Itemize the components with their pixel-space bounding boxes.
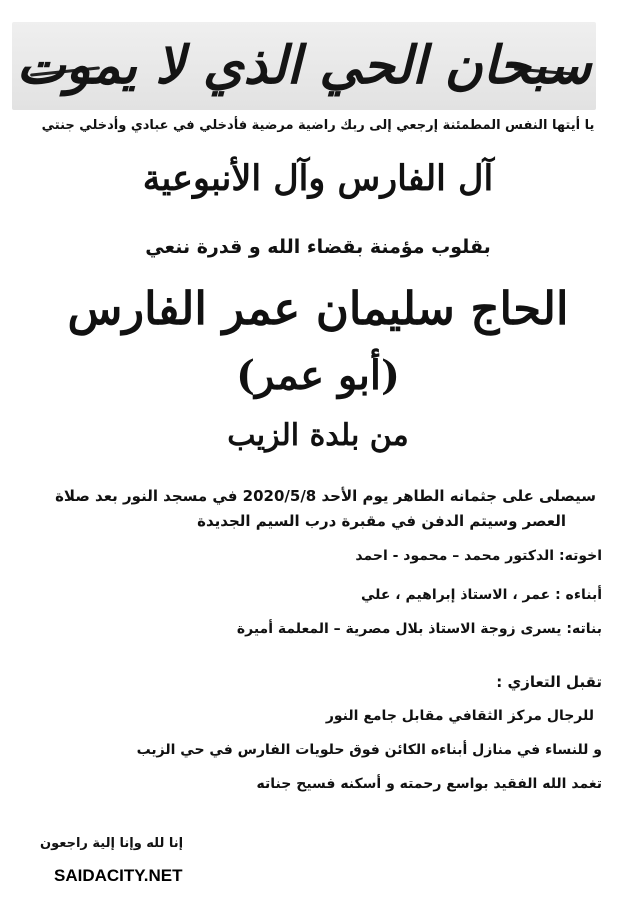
deceased-town: من بلدة الزيب [227,418,409,453]
condolences-men: للرجال مركز الثقافي مقابل جامع النور [325,708,594,724]
quran-verse: يا أيتها النفس المطمئنة إرجعي إلى ربك راضية مرضية فأدخلي في عبادي وأدخلي جنتي [41,118,595,133]
brothers-line: اخوته: الدكتور محمد – محمود - احمد [355,548,602,564]
funeral-details-line-1: سيصلى على جثمانه الطاهر يوم الأحد 2020/5/8 في مسجد النور بعد صلاة [55,487,596,505]
condolences-women: و للنساء في منازل أبناءه الكائن فوق حلويات الفارس في حي الزيب [136,742,602,758]
family-names: آل الفارس وآل الأنبوعية [142,158,494,199]
funeral-details-line-2: العصر وسيتم الدفن في مقبرة درب السيم الجديدة [197,512,566,530]
site-watermark: SAIDACITY.NET [54,866,183,885]
calligraphy-heading: سبحان الحي الذي لا يموت [16,35,592,96]
deceased-kunya: (أبو عمر) [236,352,400,399]
daughters-line: بناته: يسرى زوجة الاستاذ بلال مصرية – المعلمة أميرة [236,621,602,637]
sons-line: أبناءه : عمر ، الاستاذ إبراهيم ، علي [360,587,602,603]
announcement-intro: بقلوب مؤمنة بقضاء الله و قدرة ننعي [145,236,491,258]
deceased-name: الحاج سليمان عمر الفارس [67,282,569,335]
calligraphy-banner [12,22,596,110]
closing-verse: إنا لله وإنا إلية راجعون [40,836,184,851]
condolences-title: تقبل التعازي : [496,673,602,691]
mercy-prayer: تغمد الله الفقيد بواسع رحمته و أسكنه فسيح جناته [256,776,602,792]
